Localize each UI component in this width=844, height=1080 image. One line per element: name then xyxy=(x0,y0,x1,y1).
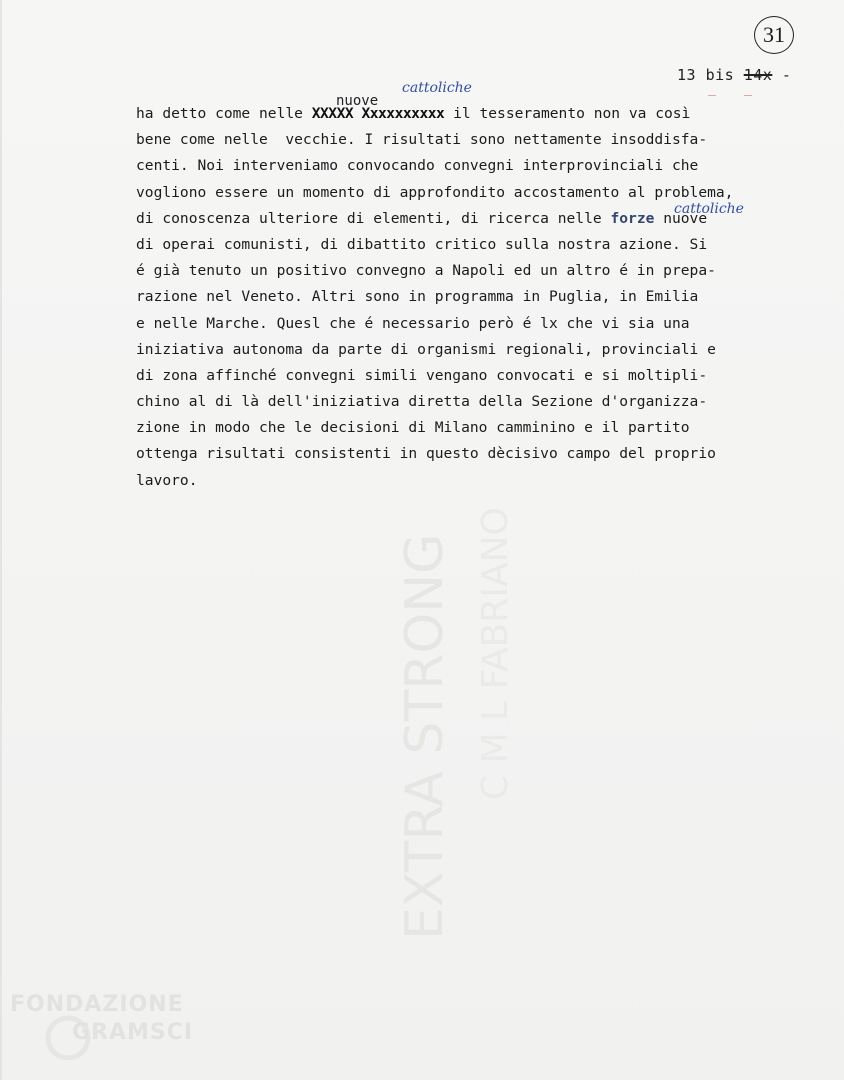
paper-watermark xyxy=(382,470,542,950)
typewritten-body xyxy=(136,101,826,494)
archive-page-number-text: 31 xyxy=(763,22,785,47)
line-text: nuove xyxy=(654,209,708,227)
handwritten-annotation-top: cattoliche xyxy=(402,80,472,96)
logo-line-2: GRAMSCI xyxy=(72,1020,194,1045)
text-line: iniziativa autonoma da parte di organismi regionali, provinciali e xyxy=(136,340,716,358)
page-ref-struck: 14x xyxy=(743,66,773,84)
page-ref-dash: - xyxy=(781,66,792,84)
text-line: bene come nelle vecchie. I risultati sono nettamente insoddisfa- xyxy=(136,131,708,149)
red-mark xyxy=(744,95,752,96)
logo-line-1: FONDAZIONE xyxy=(10,992,184,1017)
text-line: razione nel Veneto. Altri sono in programma in Puglia, in Emilia xyxy=(136,288,699,306)
typed-insert-word: nuove xyxy=(336,93,379,109)
text-line: vogliono essere un momento di approfondito accostamento al problema, xyxy=(136,183,734,201)
text-line xyxy=(136,206,826,232)
text-line: e nelle Marche. Quesl che é necessario però é lx che vi sia una xyxy=(136,314,690,332)
text-line: centi. Noi interveniamo convocando convegni interprovinciali che xyxy=(136,157,699,175)
line-text: il tesseramento non va così xyxy=(444,105,691,122)
text-line xyxy=(136,101,826,127)
archive-page-number xyxy=(754,16,794,54)
line-text: ha detto come nelle xyxy=(136,105,312,122)
watermark-text: EXTRA STRONG xyxy=(395,533,455,940)
fondazione-gramsci-logo xyxy=(10,990,210,1060)
text-line: di operai comunisti, di dibattito critico sulla nostra azione. Si xyxy=(136,235,708,253)
text-line: lavoro. xyxy=(136,471,198,489)
overtyped-text: forze xyxy=(610,209,655,227)
page-reference xyxy=(677,66,791,84)
handwritten-annotation-mid: cattoliche xyxy=(674,201,744,217)
line-text: di conoscenza ulteriore di elementi, di ricerca nelle xyxy=(136,209,611,227)
page-ref-number: 13 bis xyxy=(677,66,735,84)
red-mark xyxy=(708,95,716,96)
text-line: ottenga risultati consistenti in questo dècisivo campo del proprio xyxy=(136,445,716,463)
watermark-text: C M L FABRIANO xyxy=(475,507,516,800)
text-line: zione in modo che le decisioni di Milano camminino e il partito xyxy=(136,419,690,437)
text-line: é già tenuto un positivo convegno a Napoli ed un altro é in prepa- xyxy=(136,262,716,280)
text-line: di zona affinché convegni simili vengano convocati e si moltipli- xyxy=(136,366,708,384)
overtyped-text: XXXXX Xxxxxxxxxx xyxy=(311,105,445,122)
text-line: chino al di là dell'iniziativa diretta della Sezione d'organizza- xyxy=(136,393,708,411)
